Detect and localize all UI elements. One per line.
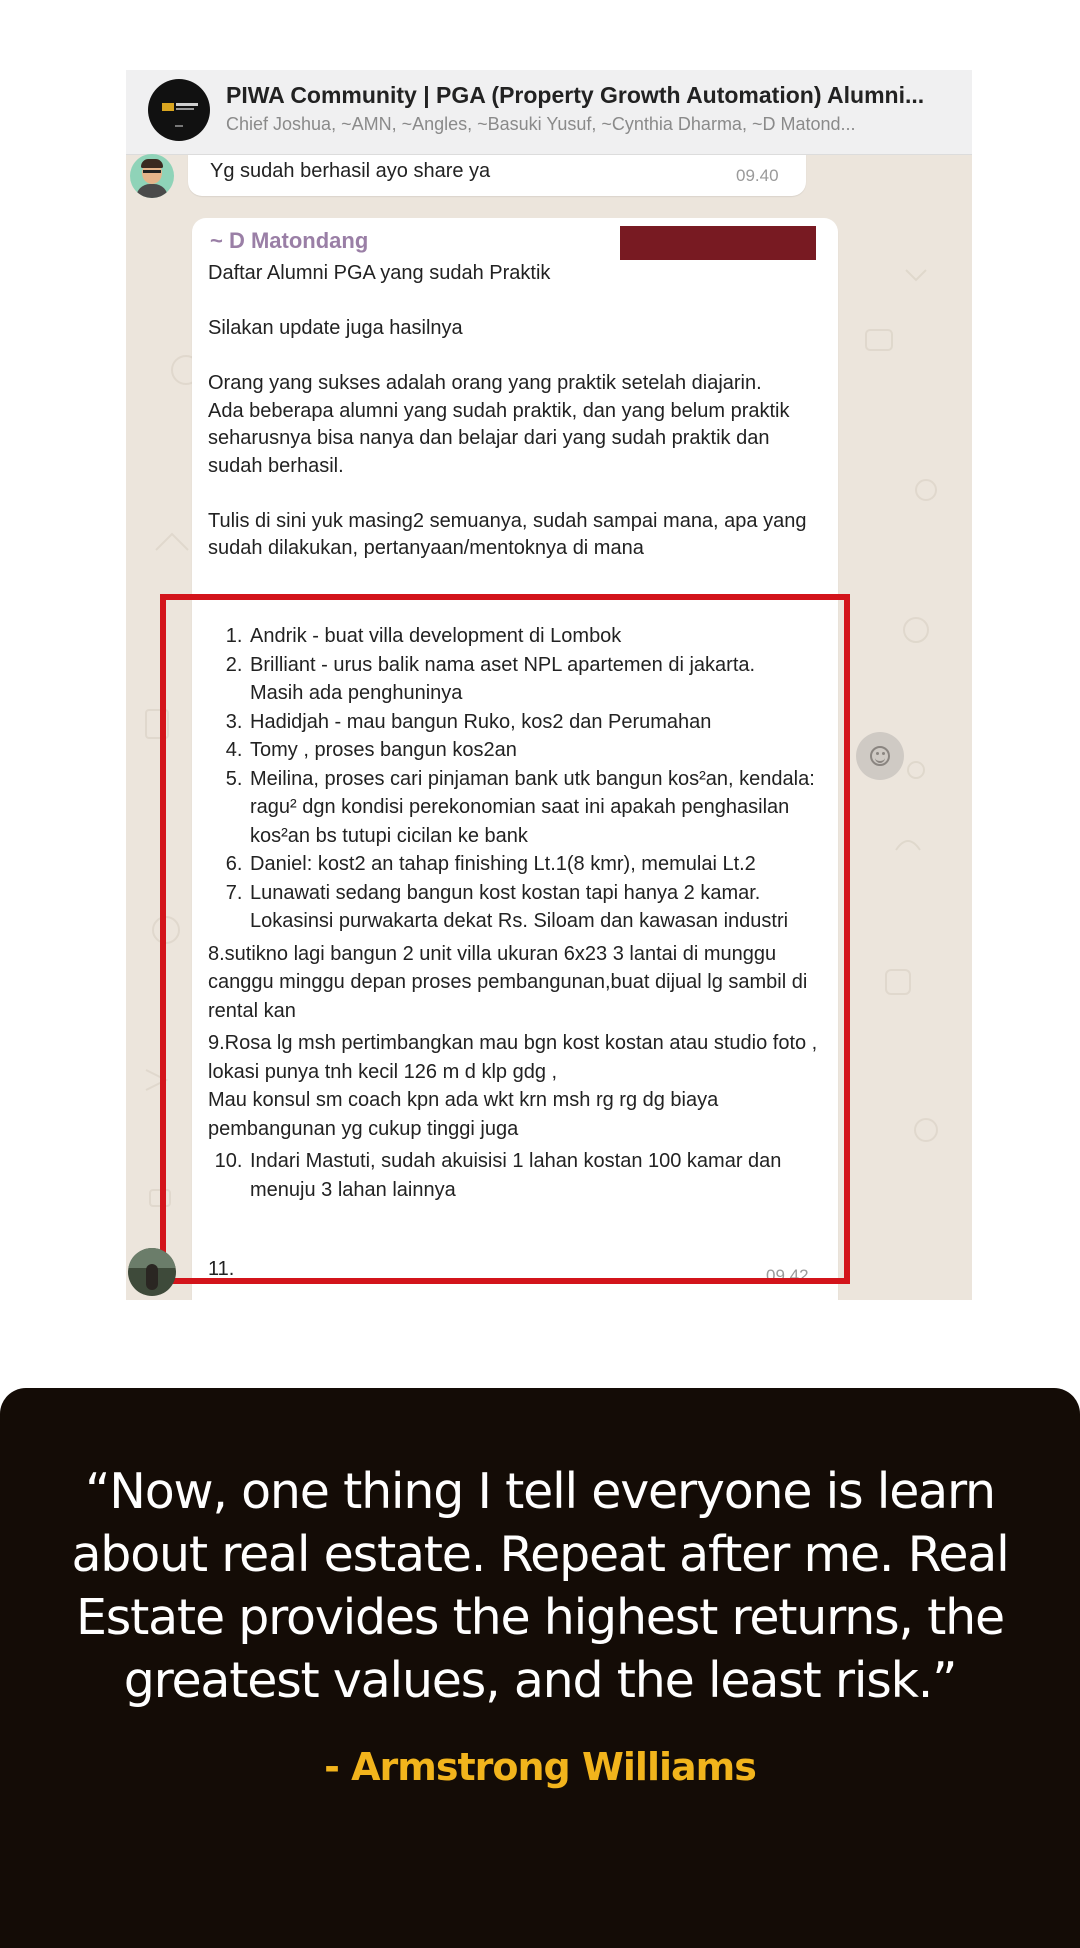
message-line: Tulis di sini yuk masing2 semuanya, sudah sampai mana, apa yang sudah dilakukan, pertanyaan/mentoknya di mana bbox=[208, 509, 807, 559]
message-timestamp: 09.40 bbox=[736, 166, 779, 185]
chat-screenshot bbox=[126, 70, 972, 1300]
quote-text: “Now, one thing I tell everyone is learn about real estate. Repeat after me. Real Estate provides the highest returns, the greatest values, and the least risk.” bbox=[71, 1463, 1009, 1709]
message-line: Silakan update juga hasilnya bbox=[208, 317, 463, 339]
message-timestamp: 09.42 bbox=[766, 1266, 809, 1285]
list-item: 1. Andrik - buat villa development di Lombok bbox=[248, 622, 848, 651]
redacted-phone-number bbox=[620, 226, 816, 260]
list-item: 6. Daniel: kost2 an tahap finishing Lt.1(8 kmr), memulai Lt.2 bbox=[248, 850, 810, 879]
list-item: 9.Rosa lg msh pertimbangkan mau bgn kost kostan atau studio foto , lokasi punya tnh kecil 126 m d klp gdg , Mau konsul sm coach kpn ada wkt krn msh rg rg dg biaya pembangunan yg cukup tinggi juga bbox=[208, 1032, 818, 1140]
list-item: 2. Brilliant - urus balik nama aset NPL apartemen di jakarta. Masih ada penghuninya bbox=[248, 651, 780, 708]
message-line: Daftar Alumni PGA yang sudah Praktik bbox=[208, 262, 551, 284]
list-item: 10. Indari Mastuti, sudah akuisisi 1 lahan kostan 100 kamar dan menuju 3 lahan lainnya bbox=[248, 1147, 830, 1204]
highlight-box bbox=[160, 594, 850, 1284]
sender-name[interactable]: ~ D Matondang bbox=[210, 228, 369, 253]
group-title[interactable]: PIWA Community | PGA (Property Growth Automation) Alumni... bbox=[226, 82, 925, 108]
avatar[interactable] bbox=[130, 154, 174, 198]
emoji-reaction-icon[interactable] bbox=[856, 732, 904, 780]
message-intro bbox=[208, 260, 838, 563]
message-line: Orang yang sukses adalah orang yang praktik setelah diajarin. bbox=[208, 372, 762, 394]
message-line: Ada beberapa alumni yang sudah praktik, dan yang belum praktik seharusnya bisa nanya dan belajar dari yang sudah praktik dan sudah berhasil. bbox=[208, 399, 790, 477]
list-item: 7. Lunawati sedang bangun kost kostan tapi hanya 2 kamar. Lokasinsi purwakarta dekat Rs. Siloam dan kawasan industri bbox=[248, 879, 790, 936]
group-members: Chief Joshua, ~AMN, ~Angles, ~Basuki Yusuf, ~Cynthia Dharma, ~D Matond... bbox=[226, 114, 856, 134]
message-text: Yg sudah berhasil ayo share ya bbox=[210, 160, 491, 182]
chat-header[interactable] bbox=[126, 70, 972, 155]
list-item: 4. Tomy , proses bangun kos2an bbox=[248, 736, 848, 765]
group-avatar-icon[interactable] bbox=[148, 79, 210, 141]
list-item: 8.sutikno lagi bangun 2 unit villa ukuran 6x23 3 lantai di munggu canggu minggu depan proses pembangunan,buat dijual lg sambil di rental kan bbox=[208, 942, 808, 1022]
quote-author: - Armstrong Williams bbox=[324, 1745, 756, 1789]
avatar[interactable] bbox=[128, 1248, 176, 1296]
list-item: 3. Hadidjah - mau bangun Ruko, kos2 dan Perumahan bbox=[248, 708, 848, 737]
list-item: 11. bbox=[208, 1258, 235, 1280]
list-item: 5. Meilina, proses cari pinjaman bank utk bangun kos²an, kendala: ragu² dgn kondisi perekonomian saat ini apakah penghasilan kos²an bs tutupi cicilan ke bank bbox=[248, 765, 820, 851]
